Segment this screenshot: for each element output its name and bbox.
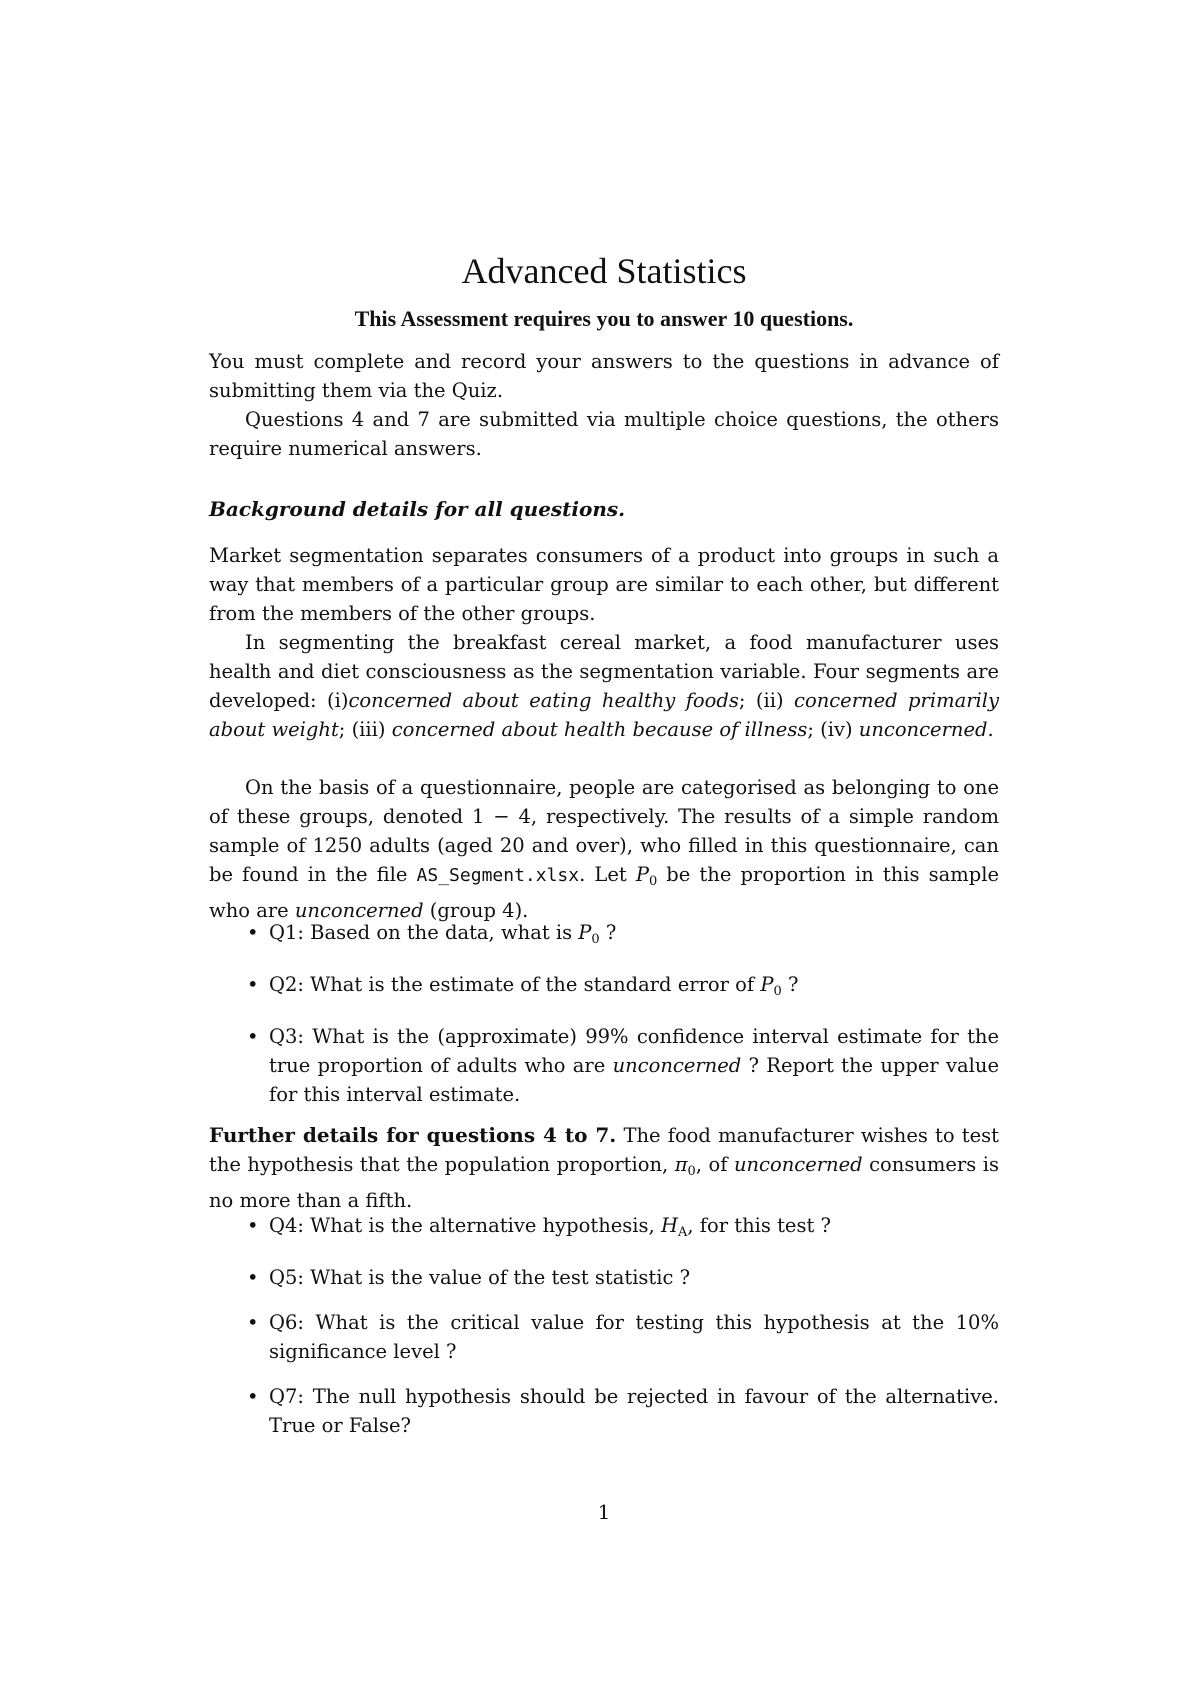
- segment-4: unconcerned: [858, 718, 988, 741]
- background-paragraph-2: In segmenting the breakfast cereal market, a food manufacturer uses health and diet consciousness as the segmentation variable. Four segments are developed: (i)concerned about eating healthy foods; (ii) concerned primarily about weight; (iii) concerned about health because of illness; (iv) unconcerned.: [209, 631, 1000, 741]
- further-details-paragraph: Further details for questions 4 to 7. The food manufacturer wishes to test the hypothesis that the population proportion, $\pi_0$, of unconcerned consumers is no more than a fifth.: [209, 1123, 999, 1212]
- questions-list-a: [209, 918, 999, 1109]
- questions-list-b: [209, 1211, 999, 1440]
- background-heading: Background details for all questions.: [209, 497, 626, 521]
- page-number: 1: [597, 1500, 611, 1524]
- segment-1: concerned about eating healthy foods: [348, 689, 739, 712]
- question-q1: • Q1: Based on the data, what is $P_0$ ?: [247, 921, 617, 947]
- segment-3: concerned about health because of illness: [391, 718, 808, 741]
- page-title: Advanced Statistics: [461, 251, 747, 291]
- segment-2: concerned primarily about weight: [209, 689, 1000, 741]
- question-q5: • Q5: What is the value of the test statistic ?: [247, 1266, 691, 1289]
- background-paragraph-3: On the basis of a questionnaire, people are categorised as belonging to one of these groups, denoted 1 − 4, respectively. The results of a simple random sample of 1250 adults (aged 20 and over), who filled in this questionnaire, can be found in the file AS_Segment.xlsx. Let $P_0$ be the proportion in this sample who are unconcerned (group 4).: [209, 776, 999, 922]
- data-file-name: AS_Segment.xlsx: [416, 865, 580, 886]
- question-q4: • Q4: What is the alternative hypothesis, $H_A$, for this test ?: [247, 1214, 831, 1240]
- question-q6: • Q6: What is the critical value for testing this hypothesis at the 10% significance level ?: [247, 1311, 999, 1363]
- background-paragraph-1: Market segmentation separates consumers of a product into groups in such a way that members of a particular group are similar to each other, but different from the members of the other groups.: [209, 544, 999, 625]
- question-q3: • Q3: What is the (approximate) 99% confidence interval estimate for the true proportion of adults who are unconcerned ? Report the upper value for this interval estimate.: [247, 1025, 999, 1106]
- question-q2: • Q2: What is the estimate of the standard error of $P_0$ ?: [247, 973, 799, 999]
- intro-paragraph-1: You must complete and record your answers to the questions in advance of submitting them via the Quiz.: [209, 350, 999, 402]
- intro-paragraph-2: Questions 4 and 7 are submitted via multiple choice questions, the others require numerical answers.: [209, 408, 999, 460]
- assessment-subtitle: This Assessment requires you to answer 10 questions.: [354, 306, 854, 331]
- question-q7: • Q7: The null hypothesis should be rejected in favour of the alternative. True or False?: [247, 1385, 999, 1437]
- further-details-heading: Further details for questions 4 to 7.: [209, 1123, 617, 1147]
